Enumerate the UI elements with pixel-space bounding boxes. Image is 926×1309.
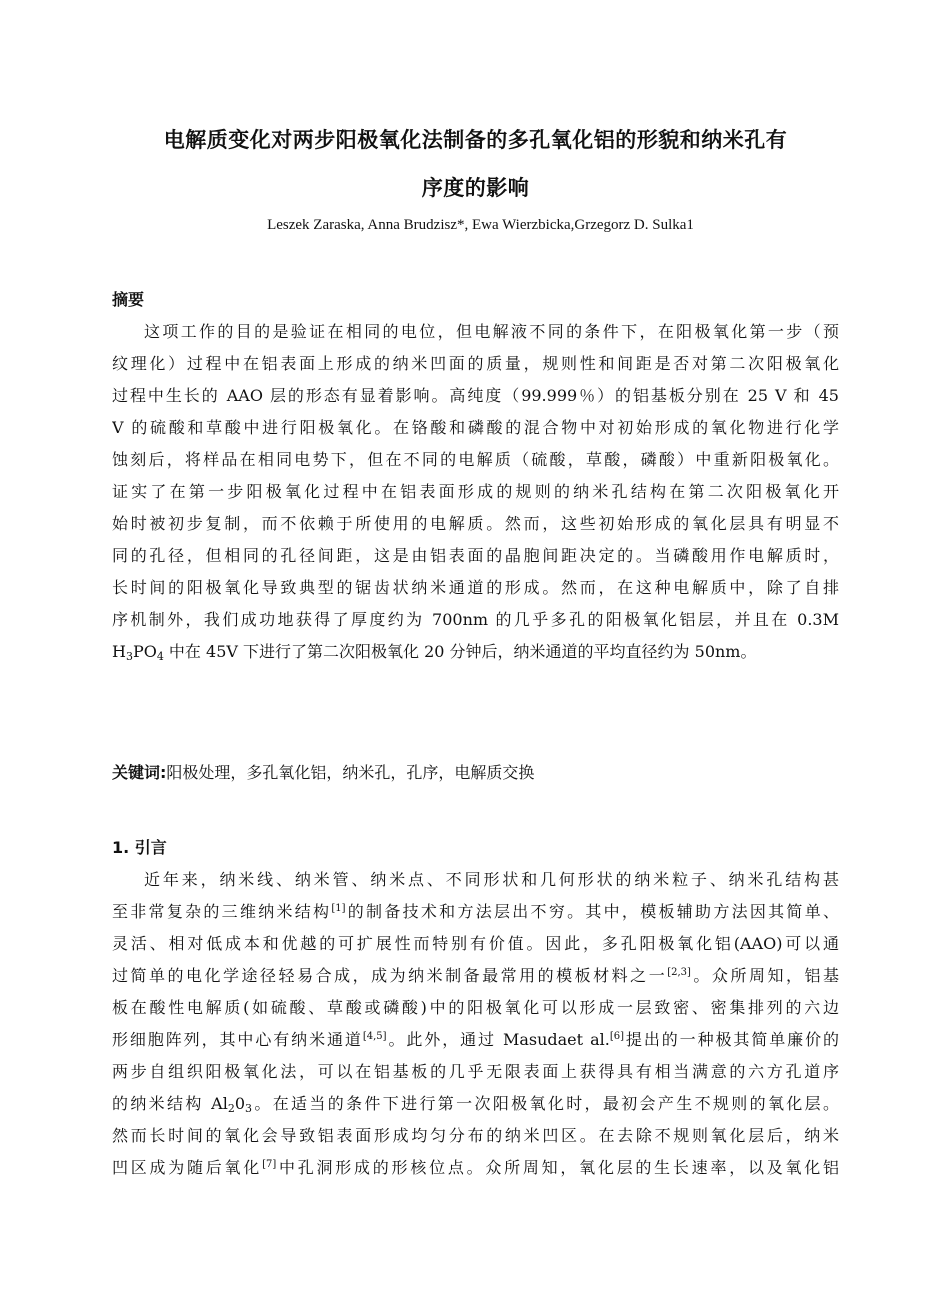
intro-line: 灵活、相对低成本和优越的可扩展性而特别有价值。因此，多孔阳极氧化铝(AAO)可以通 bbox=[112, 934, 839, 953]
intro-text: 提出的一种极其简单廉价的 bbox=[624, 1030, 839, 1049]
keywords-text: 阳极处理，多孔氧化铝，纳米孔，孔序，电解质交换 bbox=[166, 763, 535, 782]
citation-ref: [6] bbox=[609, 1031, 624, 1042]
author-list: Leszek Zaraska, Anna Brudzisz*, Ewa Wierzbicka,Grzegorz D. Sulka1 bbox=[267, 217, 694, 233]
abstract-line: 序机制外，我们成功地获得了厚度约为 700nm 的几乎多孔的阳极氧化铝层，并且在 0.3M bbox=[112, 610, 839, 629]
intro-text: 。众所周知，铝基 bbox=[690, 966, 839, 985]
introduction-heading: 1. 引言 bbox=[112, 838, 167, 857]
intro-text: 中孔洞形成的形核位点。众所周知，氧化层的生长速率，以及氧化铝 bbox=[276, 1158, 839, 1177]
abstract-line: 证实了在第一步阳极氧化过程中在铝表面形成的规则的纳米孔结构在第二次阳极氧化开 bbox=[112, 482, 839, 501]
formula-subscript: 3 bbox=[125, 650, 133, 663]
abstract-line: 始时被初步复制，而不依赖于所使用的电解质。然而，这些初始形成的氧化层具有明显不 bbox=[112, 514, 839, 533]
formula-subscript: 3 bbox=[245, 1102, 253, 1115]
intro-text: 的制备技术和方法层出不穷。其中，模板辅助方法因其简单、 bbox=[345, 902, 839, 921]
abstract-line: 长时间的阳极氧化导致典型的锯齿状纳米通道的形成。然而，在这种电解质中，除了自排 bbox=[112, 578, 839, 597]
abstract-heading: 摘要 bbox=[112, 290, 145, 309]
intro-line bbox=[112, 896, 839, 928]
formula-subscript: 4 bbox=[156, 650, 164, 663]
abstract-line-text: 中在 45V 下进行了第二次阳极氧化 20 分钟后，纳米通道的平均直径约为 50nm。 bbox=[163, 642, 757, 661]
citation-ref: [1] bbox=[331, 903, 346, 914]
intro-line: 板在酸性电解质(如硫酸、草酸或磷酸)中的阳极氧化可以形成一层致密、密集排列的六边 bbox=[112, 998, 839, 1017]
intro-line bbox=[112, 960, 839, 992]
intro-text: 形细胞阵列，其中心有纳米通道 bbox=[112, 1030, 363, 1049]
citation-ref: [7] bbox=[262, 1159, 277, 1170]
keywords-label: 关键词: bbox=[112, 763, 167, 782]
citation-ref: [2,3] bbox=[667, 967, 691, 978]
abstract-line-last bbox=[112, 636, 839, 668]
abstract-line: 同的孔径，但相同的孔径间距，这是由铝表面的晶胞间距决定的。当磷酸用作电解质时， bbox=[112, 546, 839, 565]
intro-text: 过简单的电化学途径轻易合成，成为纳米制备最常用的模板材料之一 bbox=[112, 966, 668, 985]
abstract-line: 蚀刻后，将样品在相同电势下，但在不同的电解质（硫酸，草酸，磷酸）中重新阳极氧化。 bbox=[112, 450, 839, 469]
intro-line bbox=[112, 1088, 839, 1120]
abstract-line: 这项工作的目的是验证在相同的电位，但电解液不同的条件下，在阳极氧化第一步（预 bbox=[144, 322, 839, 341]
citation-ref: [4,5] bbox=[362, 1031, 387, 1042]
intro-text: 凹区成为随后氧化 bbox=[112, 1158, 263, 1177]
intro-line bbox=[112, 1152, 839, 1184]
intro-text: 至非常复杂的三维纳米结构 bbox=[112, 902, 332, 921]
abstract-body bbox=[112, 316, 839, 668]
intro-line bbox=[112, 1024, 839, 1056]
abstract-line: 纹理化）过程中在铝表面上形成的纳米凹面的质量，规则性和间距是否对第二次阳极氧化 bbox=[112, 354, 839, 373]
formula-subscript: 2 bbox=[227, 1102, 235, 1115]
formula-part: H bbox=[112, 642, 126, 661]
intro-line: 两步自组织阳极氧化法，可以在铝基板的几乎无限表面上获得具有相当满意的六方孔道序 bbox=[112, 1062, 839, 1081]
intro-text: 0 bbox=[234, 1094, 246, 1113]
keywords-line bbox=[112, 762, 534, 784]
paper-title-line-1: 电解质变化对两步阳极氧化法制备的多孔氧化铝的形貌和纳米孔有 bbox=[163, 128, 788, 152]
intro-text: 的纳米结构 Al bbox=[112, 1094, 228, 1113]
formula-part: PO bbox=[132, 642, 157, 661]
paper-title-line-2: 序度的影响 bbox=[421, 176, 530, 200]
intro-text: 。在适当的条件下进行第一次阳极氧化时，最初会产生不规则的氧化层。 bbox=[252, 1094, 839, 1113]
intro-line: 然而长时间的氧化会导致铝表面形成均匀分布的纳米凹区。在去除不规则氧化层后，纳米 bbox=[112, 1126, 839, 1145]
abstract-line: 过程中生长的 AAO 层的形态有显着影响。高纯度（99.999％）的铝基板分别在 25 V 和 45 bbox=[112, 386, 839, 405]
introduction-body bbox=[112, 864, 839, 1184]
intro-line: 近年来，纳米线、纳米管、纳米点、不同形状和几何形状的纳米粒子、纳米孔结构甚 bbox=[144, 870, 839, 889]
abstract-line: V 的硫酸和草酸中进行阳极氧化。在铬酸和磷酸的混合物中对初始形成的氧化物进行化学 bbox=[112, 418, 839, 437]
intro-text: 。此外，通过 Masudaet al. bbox=[386, 1030, 610, 1049]
